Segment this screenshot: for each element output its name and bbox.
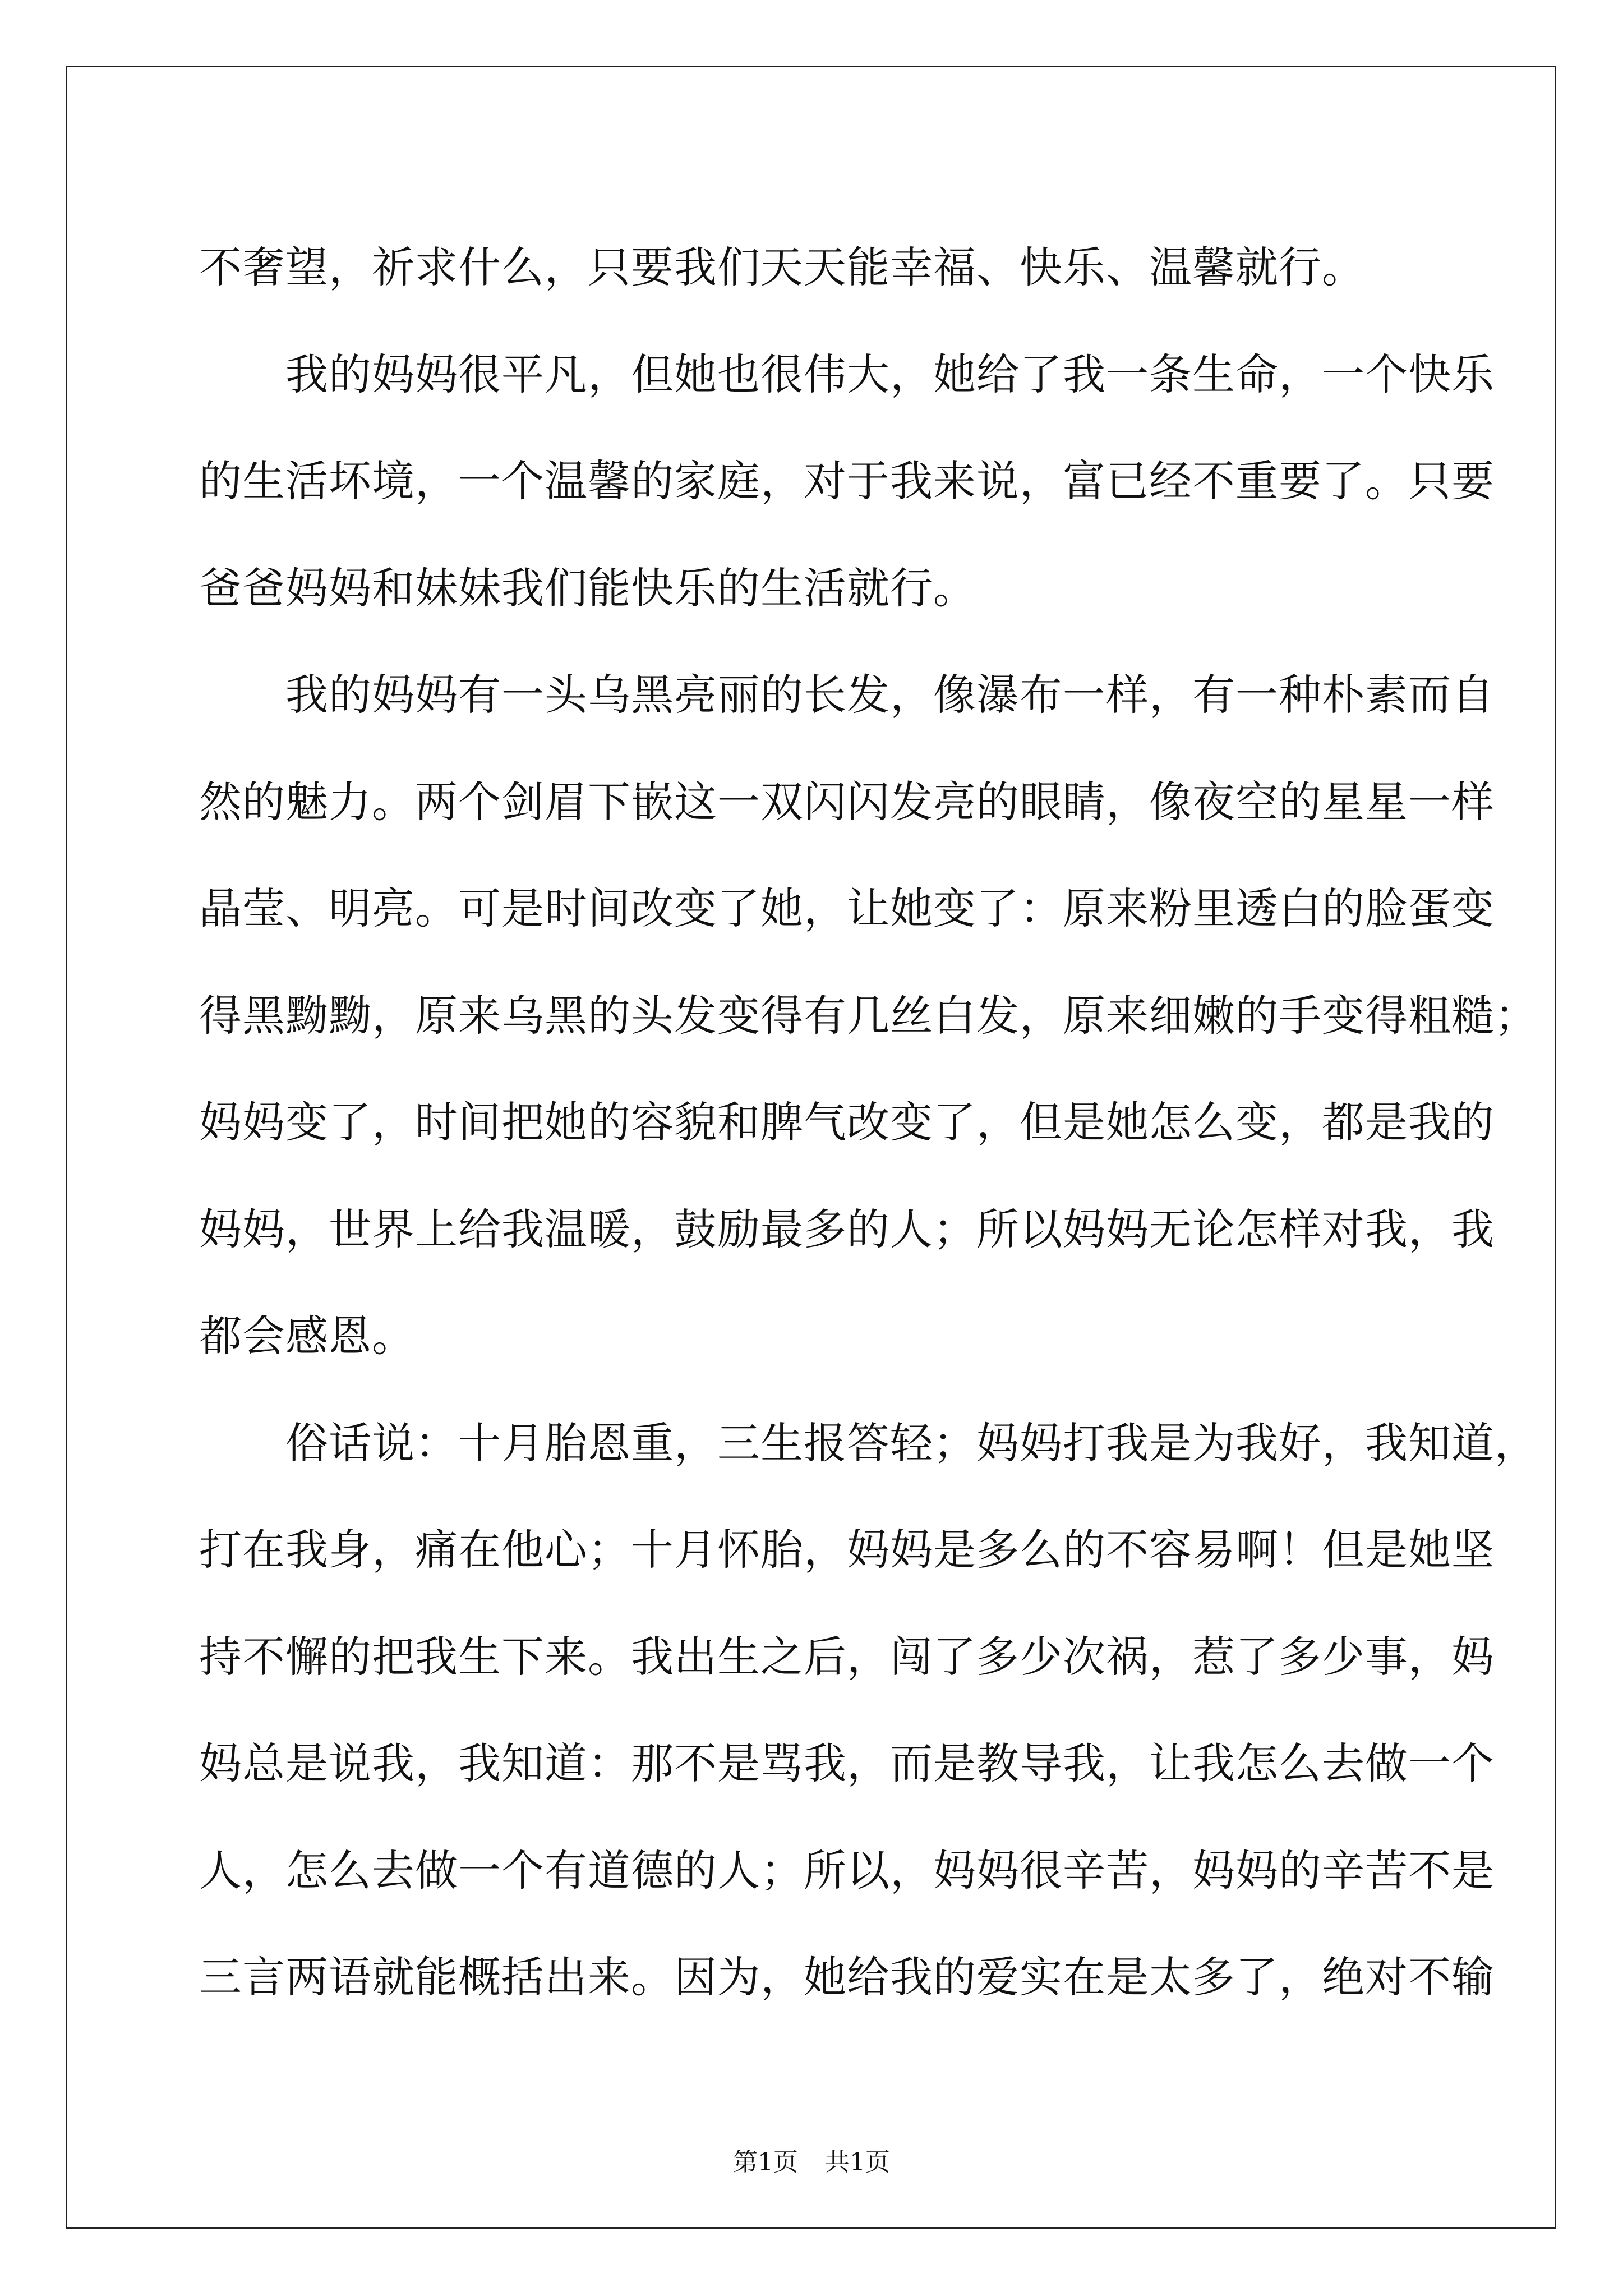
- text-line: 我的妈妈很平凡，但她也很伟大，她给了我一条生命，一个快乐: [199, 349, 1495, 399]
- text-line: 妈妈变了，时间把她的容貌和脾气改变了，但是她怎么变，都是我的: [199, 1097, 1495, 1147]
- text-line: 持不懈的把我生下来。我出生之后，闯了多少次祸，惹了多少事，妈: [199, 1631, 1495, 1682]
- page-total: 共1页: [825, 2148, 890, 2177]
- text-line: 三言两语就能概括出来。因为，她给我的爱实在是太多了，绝对不输: [199, 1952, 1495, 2002]
- text-line: 俗话说：十月胎恩重，三生报答轻；妈妈打我是为我好，我知道，: [199, 1418, 1538, 1468]
- text-line: 爸爸妈妈和妹妹我们能快乐的生活就行。: [199, 563, 976, 613]
- text-line: 打在我身，痛在他心；十月怀胎，妈妈是多么的不容易啊！但是她坚: [199, 1525, 1495, 1575]
- text-line: 不奢望，祈求什么，只要我们天天能幸福、快乐、温馨就行。: [199, 242, 1365, 292]
- text-line: 然的魅力。两个剑眉下嵌这一双闪闪发亮的眼睛，像夜空的星星一样: [199, 776, 1495, 827]
- text-line: 的生活坏境，一个温馨的家庭，对于我来说，富已经不重要了。只要: [199, 456, 1495, 506]
- text-line: 妈妈，世界上给我温暖，鼓励最多的人；所以妈妈无论怎样对我，我: [199, 1204, 1495, 1254]
- text-line: 我的妈妈有一头乌黑亮丽的长发，像瀑布一样，有一种朴素而自: [199, 670, 1495, 720]
- page-footer: [0, 2142, 1623, 2178]
- text-line: 都会感恩。: [199, 1311, 415, 1361]
- text-line: 得黑黝黝，原来乌黑的头发变得有几丝白发，原来细嫩的手变得粗糙；: [199, 990, 1538, 1041]
- text-line: 人，怎么去做一个有道德的人；所以，妈妈很辛苦，妈妈的辛苦不是: [199, 1845, 1495, 1895]
- page-number: 第1页: [733, 2148, 798, 2177]
- document-body: [199, 214, 1538, 2031]
- text-line: 妈总是说我，我知道：那不是骂我，而是教导我，让我怎么去做一个: [199, 1738, 1495, 1788]
- text-line: 晶莹、明亮。可是时间改变了她，让她变了：原来粉里透白的脸蛋变: [199, 884, 1495, 933]
